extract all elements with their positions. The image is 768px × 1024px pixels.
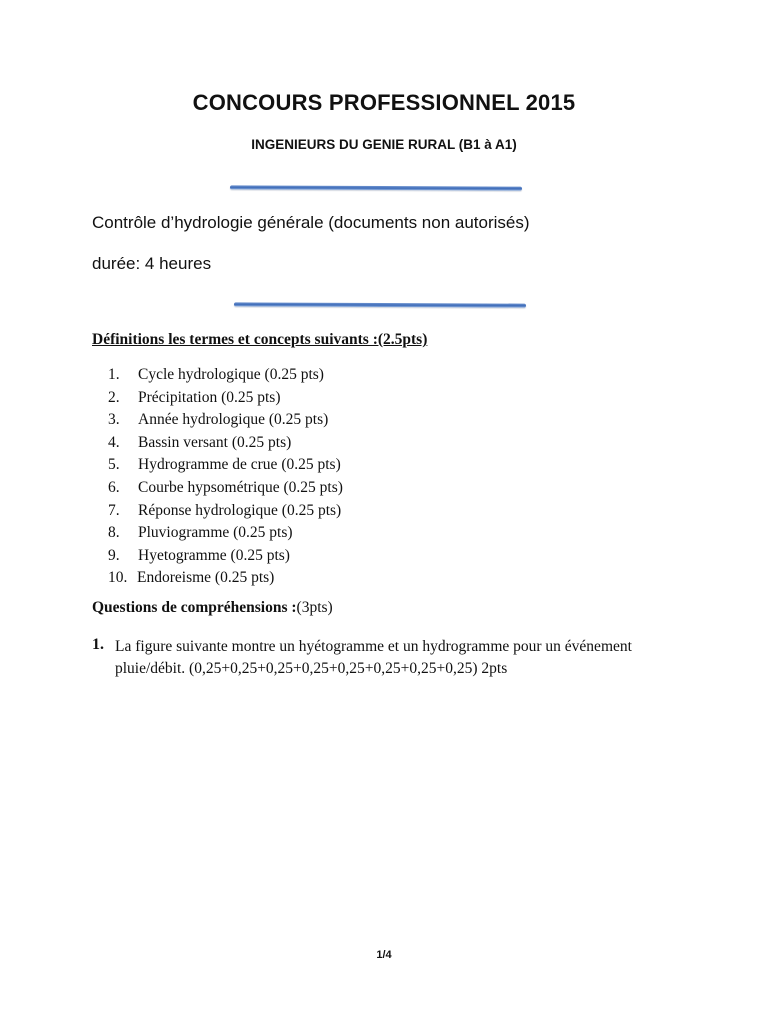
list-item-number: 1. bbox=[108, 366, 120, 383]
list-item-number: 5. bbox=[108, 456, 120, 474]
list-item bbox=[108, 567, 343, 590]
questions-heading bbox=[92, 599, 333, 617]
list-item bbox=[108, 432, 343, 455]
list-item bbox=[108, 500, 343, 523]
list-item-text: Hydrogramme de crue (0.25 pts) bbox=[138, 456, 341, 474]
document-subtitle: INGENIEURS DU GENIE RURAL (B1 à A1) bbox=[251, 137, 517, 152]
list-item-text: Endoreisme (0.25 pts) bbox=[137, 569, 275, 587]
list-item-number: 2. bbox=[108, 388, 120, 406]
list-item-text: Bassin versant (0.25 pts) bbox=[138, 433, 292, 451]
list-item bbox=[108, 454, 343, 477]
definitions-heading: Définitions les termes et concepts suivants :(2.5pts) bbox=[92, 331, 428, 348]
decorative-rule-top bbox=[230, 185, 522, 190]
list-item-text: Réponse hydrologique (0.25 pts) bbox=[138, 501, 342, 519]
list-item-text: Précipitation (0.25 pts) bbox=[138, 388, 281, 406]
list-item-number: 4. bbox=[108, 433, 120, 451]
list-item bbox=[108, 364, 343, 387]
list-item bbox=[108, 387, 343, 410]
question-text: La figure suivante montre un hyétogramme et un hydrogramme pour un événement pluie/débit. (0,25+0,25+0,25+0,25+0,25+0,25+0,25+0,25) 2pts bbox=[115, 638, 632, 677]
list-item-number: 8. bbox=[108, 524, 120, 542]
list-item-number: 3. bbox=[108, 411, 120, 429]
list-item-text: Année hydrologique (0.25 pts) bbox=[138, 411, 329, 429]
list-item-text: Cycle hydrologique (0.25 pts) bbox=[138, 366, 324, 383]
list-item bbox=[108, 477, 343, 500]
list-item bbox=[108, 545, 343, 568]
exam-control-line: Contrôle d’hydrologie générale (documents non autorisés) bbox=[92, 213, 530, 232]
list-item-text: Hyetogramme (0.25 pts) bbox=[138, 546, 290, 564]
list-item-text: Pluviogramme (0.25 pts) bbox=[138, 524, 293, 542]
exam-duration: durée: 4 heures bbox=[92, 254, 212, 273]
list-item-number: 7. bbox=[108, 501, 120, 519]
list-item bbox=[108, 409, 343, 432]
list-item-text: Courbe hypsométrique (0.25 pts) bbox=[138, 478, 343, 496]
page-number: 1/4 bbox=[376, 949, 392, 961]
list-item-number: 10. bbox=[108, 569, 128, 587]
questions-heading-points: (3pts) bbox=[296, 599, 333, 616]
list-item-number: 6. bbox=[108, 478, 120, 496]
document-title: CONCOURS PROFESSIONNEL 2015 bbox=[192, 90, 576, 115]
questions-heading-label: Questions de compréhensions : bbox=[92, 599, 297, 616]
definitions-list bbox=[108, 364, 343, 590]
decorative-rule-bottom bbox=[234, 302, 526, 307]
question-number: 1. bbox=[92, 636, 104, 653]
list-item-number: 9. bbox=[108, 546, 120, 564]
list-item bbox=[108, 522, 343, 545]
